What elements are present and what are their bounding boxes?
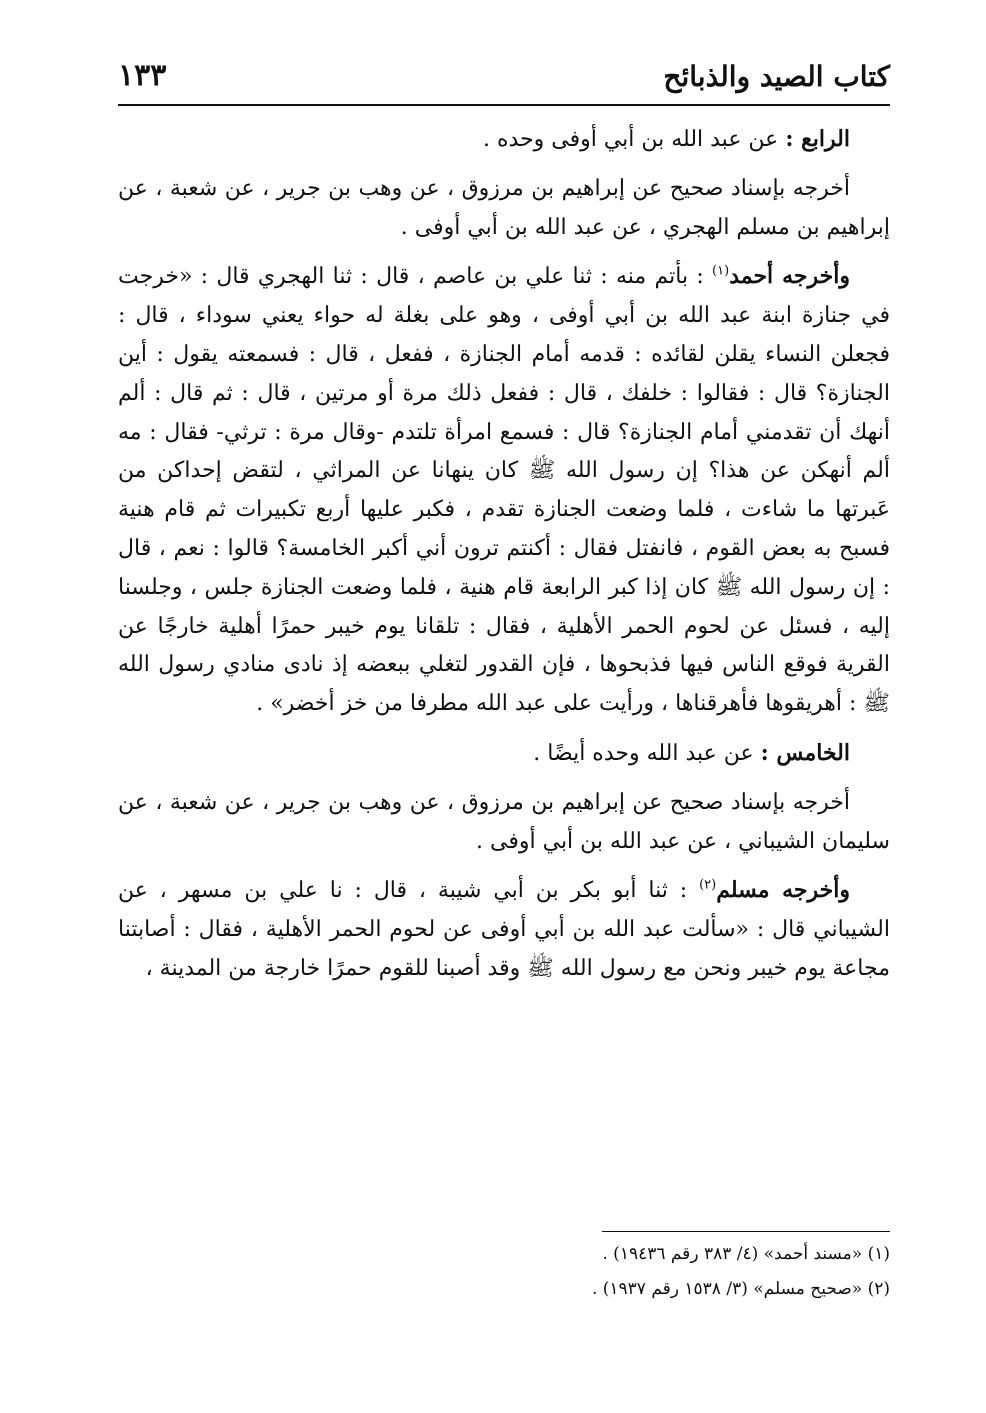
paragraph-lead: الرابع :	[785, 126, 850, 152]
paragraph-4	[118, 734, 890, 774]
paragraph-text: : بأتم منه : ثنا علي بن عاصم ، قال : ثنا الهجري قال : «خرجت في جنازة ابنة عبد الله بن أبي أوفى ، وهو على بغلة له حواء يعني سوداء ، قال : فجعلن النساء يقلن لقائده : قدمه أمام الجنازة ، ففعل ، قال : فسمعته يقول : أين الجنازة؟ قال : فقالوا : خلفك ، قال : ففعل ذلك مرة أو مرتين ، قال : ثم قال : ألم أنهك أن تقدمني أمام الجنازة؟ قال : فسمع امرأة تلتدم -وقال مرة : ترثي- فقال : مه ألم أنهكن عن هذا؟ إن رسول الله ﷺ كان ينهانا عن المراثي ، لتقض إحداكن من عَبرتها ما شاءت ، فلما وضعت الجنازة تقدم ، فكبر عليها أربع تكبيرات ثم قام هنية فسبح به بعض القوم ، فانفتل فقال : أكنتم ترون أني أكبر الخامسة؟ قالوا : نعم ، قال : إن رسول الله ﷺ كان إذا كبر الرابعة قام هنية ، فلما وضعت الجنازة جلس ، وجلسنا إليه ، فسئل عن لحوم الحمر الأهلية ، فقال : تلقانا يوم خيبر حمرًا أهلية خارجًا عن القرية فوقع الناس فيها فذبحوها ، فإن القدور لتغلي ببعضه إذ نادى منادي رسول الله ﷺ : أهريقوها فأهرقناها ، ورأيت على عبد الله مطرفا من خز أخضر» .	[118, 264, 890, 717]
paragraph-text: عن عبد الله بن أبي أوفى وحده .	[482, 127, 786, 152]
main-text	[118, 120, 890, 999]
paragraph-lead: وأخرجه أحمد	[729, 263, 850, 290]
page-number: ١٣٣	[118, 58, 167, 93]
paragraph-1	[118, 120, 890, 160]
paragraph-5	[118, 784, 890, 862]
paragraph-text: عن عبد الله وحده أيضًا .	[533, 740, 761, 766]
footnote-ref-2[interactable]: (٢)	[699, 878, 717, 894]
footnotes	[360, 1237, 890, 1307]
paragraph-lead: وأخرجه مسلم	[716, 877, 850, 904]
header-rule	[118, 104, 890, 106]
page-header	[118, 56, 890, 104]
paragraph-6	[118, 871, 890, 988]
paragraph-lead: الخامس :	[760, 739, 850, 766]
footnote-2: (٢) «صحيح مسلم» (٣/ ١٥٣٨ رقم ١٩٣٧) .	[591, 1279, 890, 1299]
paragraph-2	[118, 170, 890, 248]
paragraph-text: أخرجه بإسناد صحيح عن إبراهيم بن مرزوق ، عن وهب بن جرير ، عن شعبة ، عن سليمان الشيباني ، عن عبد الله بن أبي أوفى .	[118, 789, 890, 854]
footnote-rule	[602, 1231, 890, 1232]
footnote-ref-1[interactable]: (١)	[712, 264, 730, 280]
paragraph-text: أخرجه بإسناد صحيح عن إبراهيم بن مرزوق ، عن وهب بن جرير ، عن شعبة ، عن إبراهيم بن مسلم الهجري ، عن عبد الله بن أبي أوفى .	[118, 175, 890, 240]
paragraph-3	[118, 257, 890, 724]
footnote-1: (١) «مسند أحمد» (٤/ ٣٨٣ رقم ١٩٤٣٦) .	[602, 1244, 890, 1264]
paragraph-text: : ثنا أبو بكر بن أبي شيبة ، قال : نا علي بن مسهر ، عن الشيباني قال : «سألت عبد الله بن أبي أوفى عن لحوم الحمر الأهلية ، فقال : أصابتنا مجاعة يوم خيبر ونحن مع رسول الله ﷺ وقد أصبنا للقوم حمرًا خارجة من المدينة ،	[118, 878, 890, 981]
running-title: كتاب الصيد والذبائح	[663, 60, 890, 93]
